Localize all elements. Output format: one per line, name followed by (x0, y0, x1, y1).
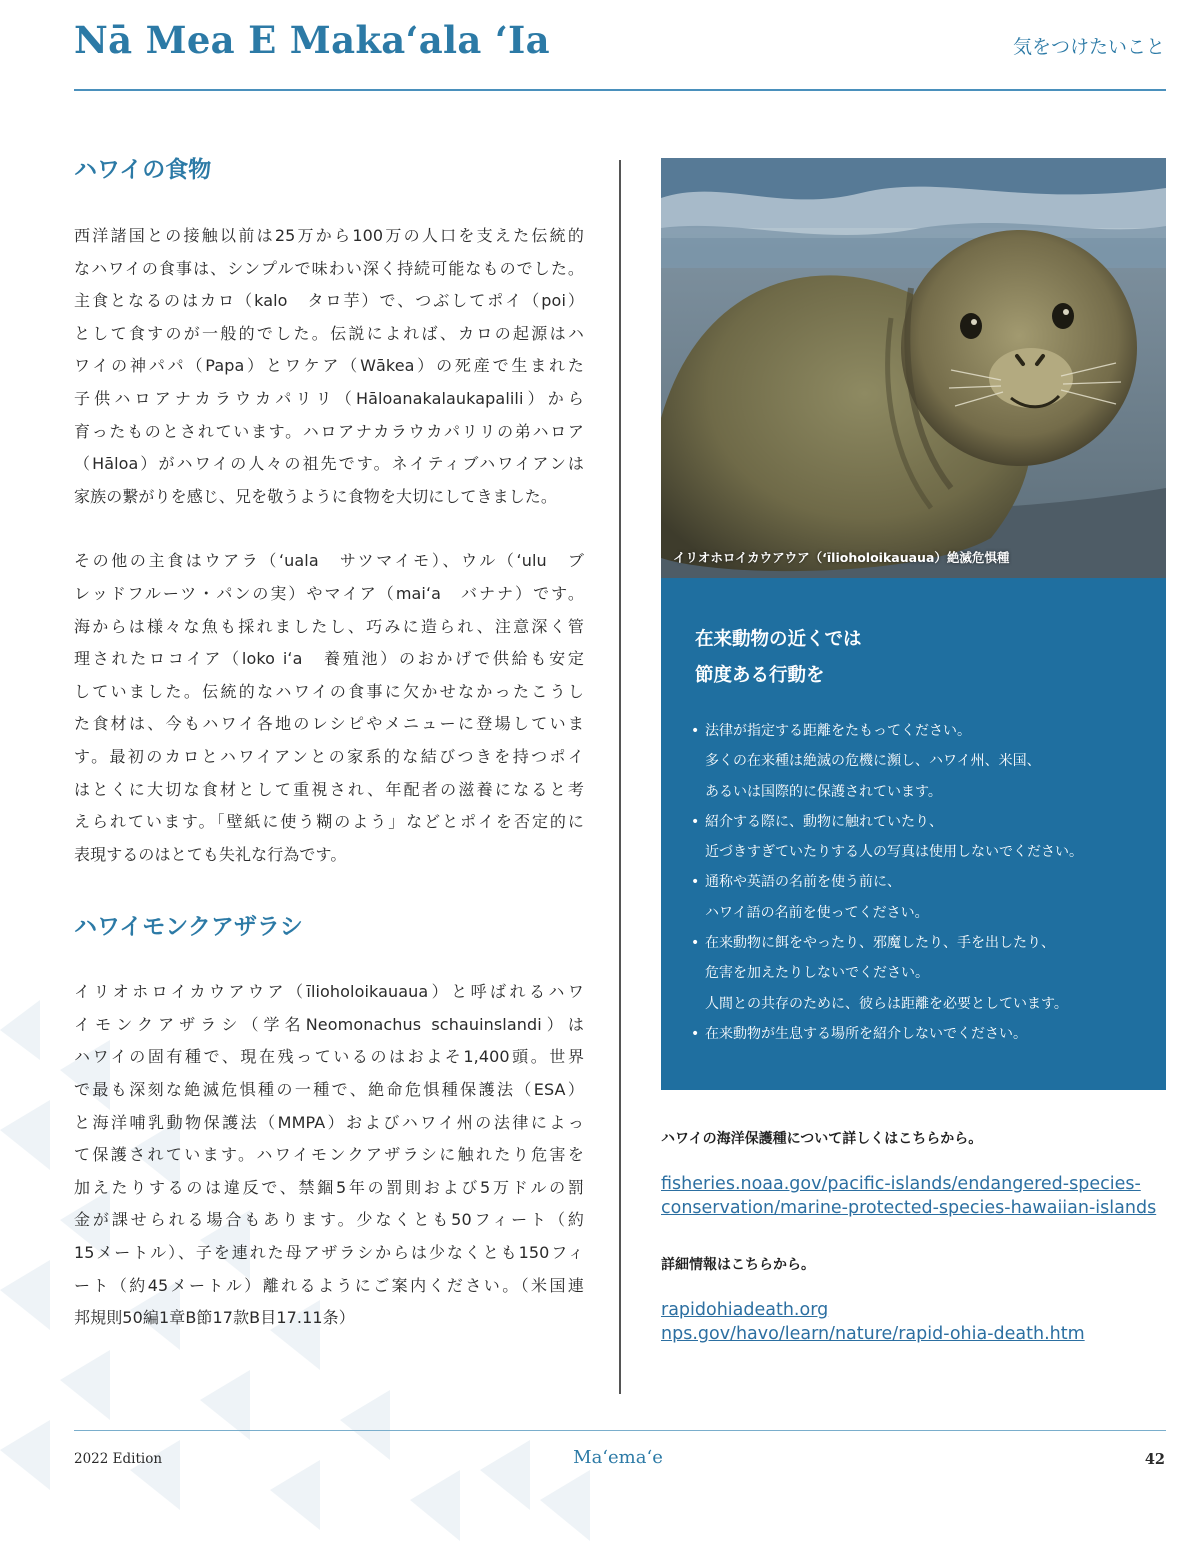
seal-paragraph (74, 976, 584, 1335)
header-divider (74, 89, 1166, 91)
paragraph-line: ワイの神パパ（Papa）とワケア（Wākea）の死産で生まれた (74, 356, 584, 376)
food-paragraph-1 (74, 220, 584, 513)
paragraph-line: 海からは様々な魚も採れましたし、巧みに造られ、注意深く管 (74, 616, 584, 636)
bullet-icon: • (691, 935, 700, 952)
marine-species-link-continued[interactable]: conservation/marine-protected-species-hawaiian-islands (661, 1198, 1157, 1218)
guideline-text: あるいは国際的に保護されています。 (705, 783, 942, 800)
info-box-title (695, 622, 862, 694)
guideline-text: 危害を加えたりしないでください。 (705, 965, 929, 982)
guideline-text: ハワイ語の名前を使ってください。 (705, 904, 929, 921)
main-column (74, 150, 584, 1335)
marine-species-link-block (661, 1172, 1166, 1220)
guideline-text: 紹介する際に、動物に触れていたり、 (705, 813, 943, 830)
edition-label: 2022 Edition (74, 1451, 163, 1467)
bullet-icon: • (691, 1025, 700, 1042)
paragraph-line: た食材は、今もハワイ各地のレシピやメニューに登場していま (74, 714, 584, 734)
paragraph-line: していました。伝統的なハワイの食事に欠かせなかったこうし (74, 681, 584, 701)
paragraph-line: えられています。「壁紙に使う糊のよう」などとポイを否定的に (74, 812, 584, 832)
food-heading: ハワイの食物 (74, 157, 212, 183)
guideline-item (691, 716, 1083, 807)
paragraph-line: 金が課せられる場合もあります。少なくとも50フィート（約 (74, 1210, 584, 1230)
guideline-item (691, 1019, 1083, 1049)
monk-seal-illustration (661, 158, 1166, 578)
header-subtitle: 気をつけたいこと (1012, 36, 1165, 58)
guideline-item (691, 807, 1083, 868)
paragraph-line: イモンクアザラシ（学名Neomonachus schauinslandi）は (74, 1014, 584, 1034)
column-divider (619, 160, 621, 1394)
guideline-text: 近づきすぎていたりする人の写真は使用しないでください。 (705, 844, 1083, 861)
info-box-title-line: 在来動物の近くでは (695, 629, 862, 650)
footer-divider (74, 1430, 1166, 1431)
guideline-text: 在来動物に餌をやったり、邪魔したり、手を出したり、 (705, 935, 1055, 952)
photo-caption: イリオホロイカウアウア（ʻīlioholoikauaua）絶滅危惧種 (673, 550, 1010, 565)
paragraph-line: 15メートル）、子を連れた母アザラシからは少なくとも150フィ (74, 1243, 584, 1263)
resources-label-more-info: 詳細情報はこちらから。 (661, 1257, 815, 1273)
paragraph-line: レッドフルーツ・パンの実）やマイア（maiʻa バナナ）です。 (74, 583, 584, 603)
paragraph-line: と海洋哺乳動物保護法（MMPA）およびハワイ州の法律によっ (74, 1112, 584, 1132)
bullet-icon: • (691, 723, 700, 739)
paragraph-line: 子供ハロアナカラウカパリリ（Hāloanakalaukapalili）から (74, 388, 584, 408)
paragraph-line: 理されたロコイア（loko iʻa 養殖池）のおかげで供給も安定 (74, 649, 584, 669)
resources-section (661, 1128, 1166, 1346)
paragraph-line: 家族の繋がりを感じ、兄を敬うように食物を大切にしてきました。 (74, 486, 558, 506)
paragraph-line: 育ったものとされています。ハロアナカラウカパリリの弟ハロア (74, 421, 584, 441)
paragraph-line: として食すのが一般的でした。伝説によれば、カロの起源はハ (74, 323, 584, 343)
footer-brand: Maʻemaʻe (573, 1447, 663, 1468)
marine-species-link[interactable]: fisheries.noaa.gov/pacific-islands/endangered-species- (661, 1174, 1141, 1194)
paragraph-line: はとくに大切な食材として重視され、年配者の滋養になると考 (74, 779, 584, 799)
paragraph-line: イリオホロイカウアウア（īlioholoikauaua）と呼ばれるハワ (74, 982, 584, 1002)
page-number: 42 (1144, 1451, 1165, 1468)
nps-havo-link[interactable]: nps.gov/havo/learn/nature/rapid-ohia-death.htm (661, 1324, 1085, 1344)
guideline-text: 人間との共存のために、彼らは距離を必要としています。 (705, 995, 1068, 1012)
bullet-icon: • (691, 874, 700, 891)
paragraph-line: ハワイの固有種で、現在残っているのはおよそ1,400頭。世界 (74, 1047, 584, 1067)
rapid-ohia-death-link[interactable]: rapidohiadeath.org (661, 1300, 829, 1320)
paragraph-line: 加えたりするのは違反で、禁錮5年の罰則および5万ドルの罰 (74, 1177, 584, 1197)
paragraph-line: で最も深刻な絶滅危惧種の一種で、絶命危惧種保護法（ESA） (74, 1080, 584, 1100)
paragraph-line: ート（約45メートル）離れるようにご案内ください。（米国連 (74, 1275, 584, 1295)
guideline-text: 法律が指定する距離をたもってください。 (705, 723, 971, 739)
bullet-icon: • (691, 813, 700, 830)
guideline-item (691, 928, 1083, 1019)
guideline-text: 多くの在来種は絶滅の危機に瀕し、ハワイ州、米国、 (705, 753, 1041, 770)
paragraph-line: 西洋諸国との接触以前は25万から100万の人口を支えた伝統的 (74, 226, 584, 245)
guideline-item (691, 867, 1083, 928)
paragraph-line: 主食となるのはカロ（kalo タロ芋）で、つぶしてポイ（poi） (74, 291, 584, 311)
paragraph-line: （Hāloa）がハワイの人々の祖先です。ネイティブハワイアンは (74, 454, 584, 474)
guidelines-list (691, 716, 1083, 1049)
header-title: Nā Mea E Makaʻala ʻIa (74, 18, 550, 62)
paragraph-line: 表現するのはとても失礼な行為です。 (74, 844, 347, 864)
native-animal-guidelines-box (661, 578, 1166, 1090)
seal-heading: ハワイモンクアザラシ (74, 914, 303, 941)
more-info-links (661, 1298, 1166, 1346)
guideline-text: 在来動物が生息する場所を紹介しないでください。 (705, 1025, 1027, 1042)
paragraph-line: す。最初のカロとハワイアンとの家系的な結びつきを持つポイ (74, 746, 584, 766)
food-paragraph-2 (74, 545, 584, 871)
monk-seal-photo (661, 158, 1166, 578)
paragraph-line: その他の主食はウアラ（ʻuala サツマイモ）、ウル（ʻulu ブ (74, 551, 584, 571)
resources-label-marine: ハワイの海洋保護種について詳しくはこちらから。 (661, 1131, 983, 1147)
paragraph-line: て保護されています。ハワイモンクアザラシに触れたり危害を (74, 1145, 584, 1165)
info-box-title-line: 節度ある行動を (695, 665, 825, 686)
paragraph-line: 邦規則50編1章B節17款B目17.11条） (74, 1308, 355, 1328)
paragraph-line: なハワイの食事は、シンプルで味わい深く持続可能なものでした。 (74, 258, 584, 278)
guideline-text: 通称や英語の名前を使う前に、 (705, 874, 901, 891)
